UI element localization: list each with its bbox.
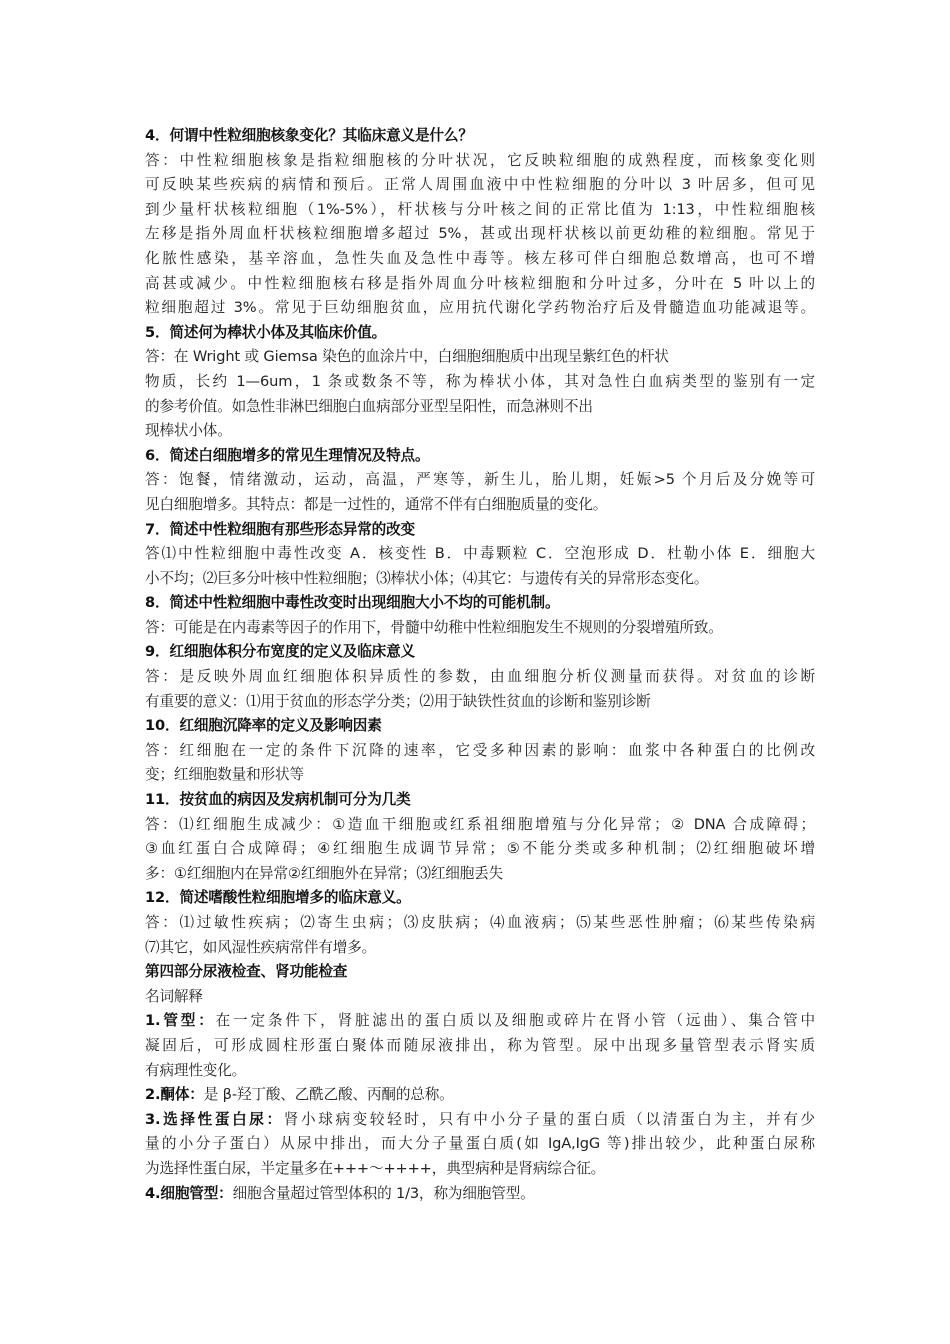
text-line: [145, 345, 815, 370]
line-text: 答：可能是在内毒素等因子的作用下，骨髓中幼稚中性粒细胞发生不规则的分裂增殖所致。: [145, 618, 723, 636]
text-line: [145, 936, 815, 961]
line-text: 7．简述中性粒细胞有那些形态异常的改变: [145, 520, 415, 538]
line-text: 答：是反映外周血红细胞体积异质性的参数，由血细胞分析仪测量而获得。对贫血的诊断: [145, 668, 815, 686]
line-text: 现棒状小体。: [145, 422, 232, 440]
text-line: [145, 1083, 815, 1108]
text-line: [145, 1132, 815, 1157]
line-text: 高甚或减少。中性粒细胞核右移是指外周血分叶核粒细胞和分叶过多，分叶在 5 叶以上的: [145, 274, 815, 292]
text-line: [145, 198, 815, 223]
section-heading: [145, 321, 815, 346]
text-line: [145, 837, 815, 862]
line-text: 到少量杆状核粒细胞（1%-5%），杆状核与分叶核之间的正常比值为 1:13，中性粒细胞核: [145, 200, 815, 218]
line-text: 有病理性变化。: [145, 1061, 247, 1079]
section-heading: [145, 124, 815, 149]
line-text: 左移是指外周血杆状核粒细胞增多超过 5%，甚或出现杆状核以前更幼稚的粒细胞。常见于: [145, 225, 815, 243]
text-line: [145, 247, 815, 272]
text-line: [145, 1182, 815, 1207]
line-text: 见白细胞增多。其特点：都是一过性的，通常不伴有白细胞质量的变化。: [145, 495, 608, 513]
line-text: 9．红细胞体积分布宽度的定义及临床意义: [145, 643, 415, 661]
section-heading: [145, 591, 815, 616]
line-text: 小不均；⑵巨多分叶核中性粒细胞；⑶棒状小体；⑷其它：与遗传有关的异常形态变化。: [145, 569, 709, 587]
text-line: [145, 739, 815, 764]
text-line: [145, 370, 815, 395]
line-text: 可反映某些疾病的病情和预后。正常人周围血液中中性粒细胞的分叶以 3 叶居多，但可见: [145, 176, 815, 194]
text-line: [145, 296, 815, 321]
line-text: 为选择性蛋白尿，半定量多在+++～++++，典型病种是肾病综合征。: [145, 1159, 606, 1177]
term-label: 4.细胞管型：: [145, 1184, 233, 1202]
line-text: 5．简述何为棒状小体及其临床价值。: [145, 323, 387, 341]
line-text: 化脓性感染，基辛溶血，急性失血及急性中毒等。核左移可伴白细胞总数增高，也可不增: [145, 249, 815, 267]
text-line: [145, 763, 815, 788]
text-line: [145, 567, 815, 592]
line-text: 答：中性粒细胞核象是指粒细胞核的分叶状况，它反映粒细胞的成熟程度，而核象变化则: [145, 151, 815, 169]
text-line: [145, 862, 815, 887]
section-heading: [145, 714, 815, 739]
section-heading: [145, 960, 815, 985]
line-text: 的参考价值。如急性非淋巴细胞白血病部分亚型呈阳性，而急淋则不出: [145, 397, 593, 415]
line-text: 答：⑴过敏性疾病；⑵寄生虫病；⑶皮肤病；⑷血液病；⑸某些恶性肿瘤；⑹某些传染病: [145, 914, 815, 931]
line-text: 答⑴中性粒细胞中毒性改变 A．核变性 B．中毒颗粒 C．空泡形成 D．杜勒小体 E．细胞大: [145, 545, 815, 563]
line-text: 物质，长约 1—6um，1 条或数条不等，称为棒状小体，其对急性白血病类型的鉴别有一定: [145, 372, 815, 390]
section-heading: [145, 444, 815, 469]
text-line: [145, 272, 815, 297]
section-heading: [145, 886, 815, 911]
text-line: [145, 1108, 815, 1133]
text-line: [145, 493, 815, 518]
text-line: [145, 911, 815, 936]
line-text: ⑺其它，如风湿性疾病常伴有增多。: [145, 938, 377, 956]
line-text: ③血红蛋白合成障碍；④红细胞生成调节异常；⑤不能分类或多种机制；⑵红细胞破坏增: [145, 840, 815, 858]
text-line: [145, 665, 815, 690]
text-line: [145, 173, 815, 198]
line-text: 量的小分子蛋白）从尿中排出，而大分子量蛋白质(如 IgA,IgG 等)排出较少，此种蛋白尿称: [145, 1135, 815, 1153]
text-line: [145, 690, 815, 715]
line-text: 名词解释: [145, 987, 203, 1005]
line-text: 是 β-羟丁酸、乙酰乙酸、丙酮的总称。: [203, 1086, 454, 1104]
line-text: 答：⑴红细胞生成减少：①造血干细胞或红系祖细胞增殖与分化异常；② DNA 合成障碍；: [145, 815, 815, 833]
line-text: 在一定条件下，肾脏滤出的蛋白质以及细胞或碎片在肾小管（远曲）、集合管中: [215, 1012, 815, 1030]
line-text: 12．简述嗜酸性粒细胞增多的临床意义。: [145, 889, 411, 907]
term-label: 3.选择性蛋白尿：: [145, 1110, 284, 1128]
line-text: 凝固后，可形成圆柱形蛋白聚体而随尿液排出，称为管型。尿中出现多量管型表示肾实质: [145, 1036, 815, 1054]
text-line: [145, 1034, 815, 1059]
text-line: [145, 1059, 815, 1084]
line-text: 粒细胞超过 3%。常见于巨幼细胞贫血，应用抗代谢化学药物治疗后及骨髓造血功能减退等。: [145, 299, 815, 317]
text-line: [145, 813, 815, 838]
section-heading: [145, 788, 815, 813]
line-text: 答：饱餐，情绪激动，运动，高温，严寒等，新生儿，胎儿期，妊娠>5 个月后及分娩等可: [145, 471, 815, 489]
line-text: 细胞含量超过管型体积的 1/3，称为细胞管型。: [232, 1184, 535, 1202]
term-label: 1.管型：: [145, 1012, 216, 1030]
line-text: 有重要的意义：⑴用于贫血的形态学分类；⑵用于缺铁性贫血的诊断和鉴别诊断: [145, 692, 651, 710]
text-line: [145, 542, 815, 567]
line-text: 11．按贫血的病因及发病机制可分为几类: [145, 791, 411, 809]
text-line: [145, 149, 815, 174]
line-text: 答：在 Wright 或 Giemsa 染色的血涂片中，白细胞细胞质中出现呈紫红色的杆状: [145, 348, 669, 366]
line-text: 肾小球病变较轻时，只有中小分子量的蛋白质（以清蛋白为主，并有少: [283, 1110, 815, 1128]
text-line: [145, 1157, 815, 1182]
line-text: 10．红细胞沉降率的定义及影响因素: [145, 717, 382, 735]
term-label: 2.酮体：: [145, 1086, 204, 1104]
text-line: [145, 222, 815, 247]
line-text: 答：红细胞在一定的条件下沉降的速率，它受多种因素的影响：血浆中各种蛋白的比例改: [145, 741, 815, 759]
line-text: 第四部分尿液检查、肾功能检查: [145, 963, 348, 981]
line-text: 多：①红细胞内在异常②红细胞外在异常；⑶红细胞丢失: [145, 864, 504, 882]
line-text: 8．简述中性粒细胞中毒性改变时出现细胞大小不均的可能机制。: [145, 594, 560, 612]
section-heading: [145, 518, 815, 543]
section-heading: [145, 640, 815, 665]
line-text: 4．何谓中性粒细胞核象变化？其临床意义是什么？: [145, 127, 473, 144]
text-line: [145, 616, 815, 641]
line-text: 6．简述白细胞增多的常见生理情况及特点。: [145, 446, 430, 464]
text-line: [145, 468, 815, 493]
text-line: [145, 419, 815, 444]
text-line: [145, 985, 815, 1010]
text-line: [145, 395, 815, 420]
line-text: 变；红细胞数量和形状等: [145, 766, 304, 784]
text-line: [145, 1009, 815, 1034]
document-page: [145, 124, 815, 1206]
